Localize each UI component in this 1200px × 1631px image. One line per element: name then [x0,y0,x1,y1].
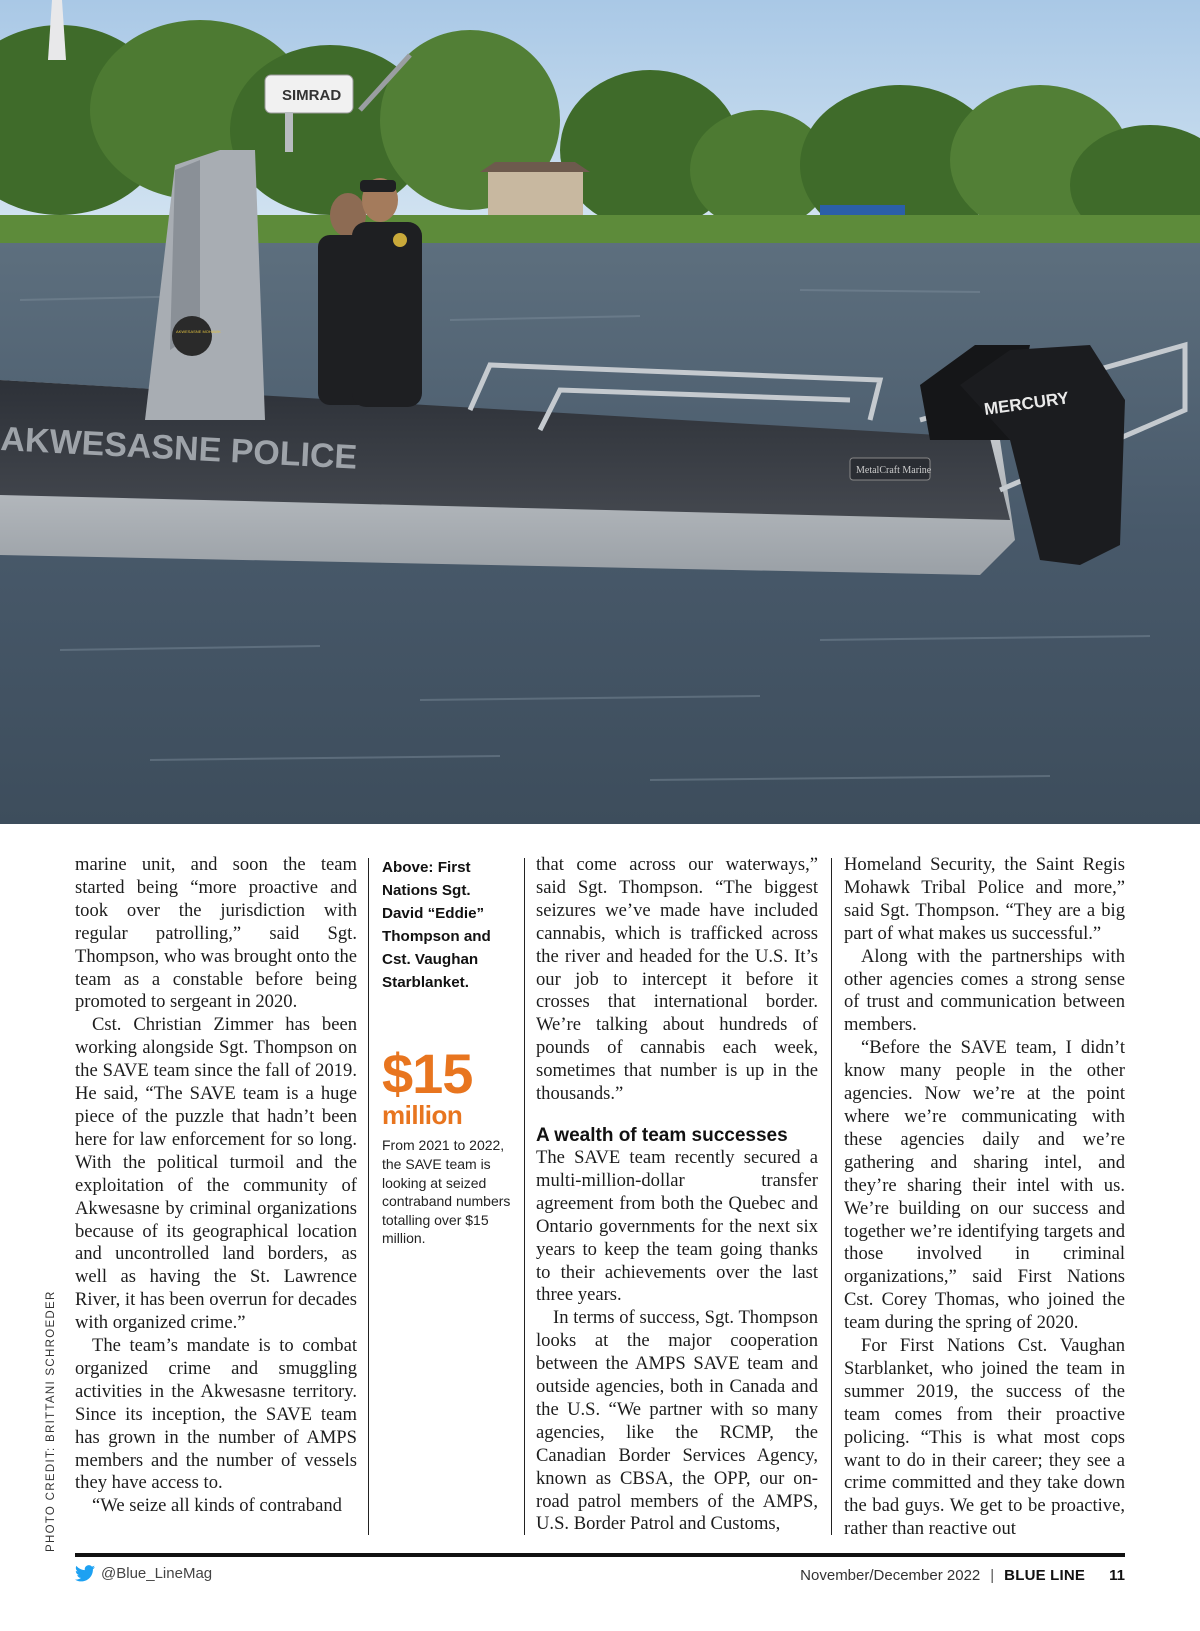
issue-date: November/December 2022 [800,1567,981,1584]
stat-description: From 2021 to 2022, the SAVE team is looking at seized contraband numbers totalling over $15 million. [382,1137,511,1247]
paragraph: marine unit, and soon the team started being “more proactive and took over the jurisdiction with regular patrolling,” said Sgt. Thompson, who was brought onto the team as a constable before being promoted to sergeant in 2020. [75,854,357,1013]
twitter-bird-icon [75,1565,95,1582]
hull-plate: MetalCraft Marine [856,465,932,476]
paragraph: The SAVE team recently secured a multi-million-dollar transfer agreement from both the Quebec and Ontario governments for the next six years to keep the team going thanks to their achievements over the last three years. [536,1146,818,1306]
boat-lettering: AKWESASNE POLICE [0,420,359,477]
column-rule [831,858,832,1535]
sidebar [382,857,512,1248]
page-footer [75,1565,1125,1591]
paragraph: Along with the partnerships with other agencies comes a strong sense of trust and communication between members. [844,945,1125,1036]
issue-info [800,1567,1125,1584]
footer-separator: | [990,1567,995,1584]
page-number: 11 [1109,1567,1125,1584]
paragraph: Homeland Security, the Saint Regis Mohawk Tribal Police and more,” said Sgt. Thompson. “They are a big part of what makes us successful.” [844,854,1125,944]
paragraph: The team’s mandate is to combat organized crime and smuggling activities in the Akwesasne territory. Since its inception, the SAVE team has grown in the number of AMPS members and the number of vessels they have access to. [75,1335,357,1494]
paragraph: “We seize all kinds of contraband [92,1495,342,1517]
engine-brand: MERCURY [982,388,1071,419]
photo-caption: Above: First Nations Sgt. David “Eddie” Thompson and Cst. Vaughan Starblanket. [382,859,491,991]
stat-value: $15 [382,1042,473,1106]
paragraph: In terms of success, Sgt. Thompson looks at the major cooperation between the AMPS SAVE team and outside agencies, both in Canada and the U.S. “We partner with so many agencies, like the RCMP, the Canadian Border Services Agency, known as CBSA, the OPP, our on-road patrol members of the AMPS, U.S. Border Patrol and Customs, [536,1307,818,1535]
article-column-4 [844,854,1125,1541]
magazine-name: BLUE LINE [1004,1567,1086,1584]
article-column-1 [75,854,357,1518]
paragraph: that come across our waterways,” said Sgt. Thompson. “The biggest seizures we’ve made have included cannabis, which is trafficked across the river and headed for the U.S. It’s our job to intercept it before it crosses that international border. We’re talking about hundreds of pounds of cannabis each week, sometimes that number is up in the thousands.” [536,854,818,1105]
column-rule [524,858,525,1535]
column-rule [368,858,369,1535]
radar-brand: SIMRAD [282,87,342,104]
section-subhead: A wealth of team successes [536,1124,788,1146]
stat-unit: million [382,1100,463,1131]
footer-rule [75,1553,1125,1557]
paragraph: Cst. Christian Zimmer has been working alongside Sgt. Thompson on the SAVE team since the fall of 2019. He said, “The SAVE team is a huge piece of the puzzle that hadn’t been here for law enforcement for so long. With the political turmoil and the exploitation of the community of Akwesasne by criminal organizations because of its geographical location and uncontrolled land borders, as well as having the St. Lawrence River, it has been overrun for decades with organized crime.” [75,1014,357,1334]
photo-credit: PHOTO CREDIT: BRITTANI SCHROEDER [45,1290,57,1552]
twitter-handle: @Blue_LineMag [101,1565,213,1582]
paragraph: “Before the SAVE team, I didn’t know many people in the other agencies. Now we’re at the point where we’re communicating with these agencies daily and we’re gathering and sharing intel, and they’re sharing their intel with us. We’re building on our success and together we’re identifying targets and those involved in criminal organizations,” said First Nations Cst. Corey Thomas, who joined the team during the spring of 2020. [844,1037,1125,1334]
article-column-3 [536,854,818,1536]
paragraph: For First Nations Cst. Vaughan Starblanket, who joined the team in summer 2019, the success of the team comes from their proactive policing. “This is what most cops want to do in their career; they see a crime committed and they take down the bad guys. We get to be proactive, rather than reactive out [844,1335,1125,1540]
twitter-link[interactable] [75,1565,212,1582]
badge-text: AKWESASNE MOHAWK [176,329,221,334]
